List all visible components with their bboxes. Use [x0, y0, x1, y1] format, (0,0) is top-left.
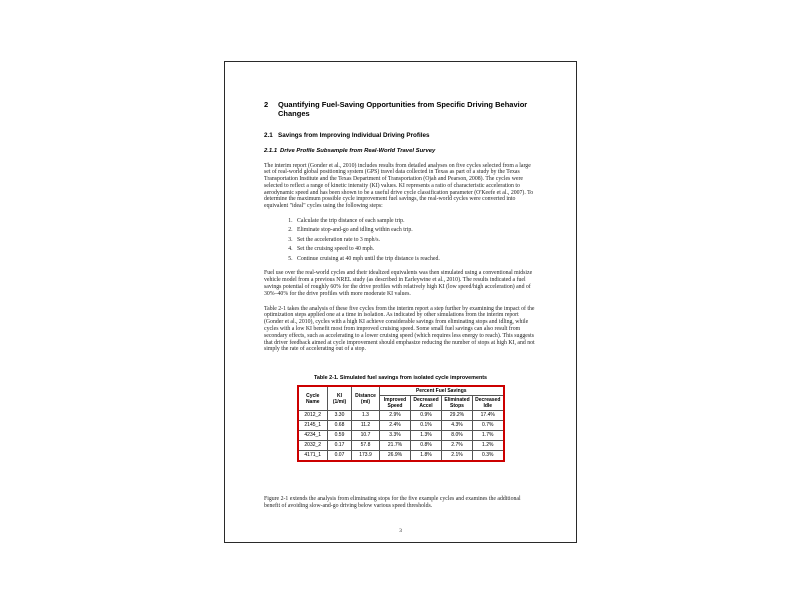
header-cycle-name: Cycle Name: [298, 386, 328, 411]
section-title: Quantifying Fuel-Saving Opportunities from Specific Driving Behavior Changes: [278, 100, 528, 118]
table-row: [298, 441, 504, 451]
paragraph-1: The interim report (Gonder et al., 2010) includes results from detailed analyses on five cycles selected from a large set of real-world global positioning system (GPS) travel data collected in Texas as part of a study by the Texas Transportation Institute and the Texas Department of Transportation (Ojah and Pearson, 2008). The cycles were selected to reflect a range of kinetic intensity (KI) values. KI represents a ratio of characteristic acceleration to aerodynamic speed and has been shown to be a useful drive cycle classification parameter (O'Keefe et al., 2007). To determine the maximum possible cycle improvement fuel savings, the real-world cycles were converted into equivalent "ideal" cycles using the following steps:: [264, 162, 534, 210]
table-cell: 4171_1: [298, 451, 328, 462]
table-cell: 0.9%: [411, 411, 442, 421]
table-cell: 0.7%: [473, 421, 504, 431]
table-cell: 10.7: [352, 431, 380, 441]
table-cell: 0.8%: [411, 441, 442, 451]
header-eliminated-stops: Eliminated Stops: [442, 396, 473, 411]
table-cell: 2032_2: [298, 441, 328, 451]
table-cell: 0.07: [328, 451, 352, 462]
table-cell: 2.4%: [380, 421, 411, 431]
table-cell: 4234_1: [298, 431, 328, 441]
table-cell: 1.2%: [473, 441, 504, 451]
subsection-heading: [264, 132, 537, 140]
ideal-cycle-steps-list: [294, 218, 537, 262]
header-ki: KI (1/mi): [328, 386, 352, 411]
table-cell: 1.7%: [473, 431, 504, 441]
table-cell: 26.9%: [380, 451, 411, 462]
table-cell: 0.3%: [473, 451, 504, 462]
step-item: 5. Continue cruising at 40 mph until the trip distance is reached.: [294, 256, 537, 263]
fuel-savings-table-header: [298, 386, 504, 411]
paragraph-2: Fuel use over the real-world cycles and their idealized equivalents was then simulated using a conventional midsize vehicle model from a previous NREL study (as described in Earleywine et al., 2010). The results indicated a fuel savings potential of roughly 60% for the drive profiles with relatively high KI (low speed/high acceleration) and of 30%–40% for the drive profiles with more moderate KI values.: [264, 270, 533, 297]
table-caption: Table 2-1. Simulated fuel savings from isolated cycle improvements: [313, 375, 488, 382]
table-cell: 1.3%: [411, 431, 442, 441]
fuel-savings-table: [297, 385, 505, 462]
table-row: [298, 431, 504, 441]
step-item: 1. Calculate the trip distance of each sample trip.: [294, 218, 537, 225]
header-improved-speed: Improved Speed: [380, 396, 411, 411]
step-item: 3. Set the acceleration rate to 3 mph/s.: [294, 237, 537, 244]
table-cell: 29.2%: [442, 411, 473, 421]
step-item: 2. Eliminate stop-and-go and idling within each trip.: [294, 227, 537, 234]
table-cell: 17.4%: [473, 411, 504, 421]
step-item: 4. Set the cruising speed to 40 mph.: [294, 246, 537, 253]
header-decreased-idle: Decreased Idle: [473, 396, 504, 411]
table-cell: 2.7%: [442, 441, 473, 451]
header-percent-fuel-savings: Percent Fuel Savings: [380, 386, 504, 396]
subsubsection-number: 2.1.1: [264, 147, 278, 154]
table-row: [298, 421, 504, 431]
table-cell: 173.9: [352, 451, 380, 462]
subsection-title: Savings from Improving Individual Driving Profiles: [278, 132, 430, 139]
table-cell: 0.68: [328, 421, 352, 431]
table-cell: 2.1%: [442, 451, 473, 462]
page-number: 3: [399, 528, 402, 534]
table-row: [298, 411, 504, 421]
table-cell: 1.3: [352, 411, 380, 421]
table-cell: 11.2: [352, 421, 380, 431]
header-decreased-accel: Decreased Accel: [411, 396, 442, 411]
subsection-number: 2.1: [264, 132, 273, 139]
header-distance: Distance (mi): [352, 386, 380, 411]
document-page: [224, 61, 577, 543]
paragraph-3: Table 2-1 takes the analysis of these five cycles from the interim report a step further by examining the impact of the optimization steps applied one at a time in isolation. As indicated by other simulations from the interim report (Gonder et al., 2010), cycles with a high KI achieve considerable savings from eliminating stops and idling, while cycles with a low KI benefit most from improved cruising speed. Some small fuel savings can also result from secondary effects, such as accelerating to a lower cruising speed (which requires less energy to reach). This suggests that driver feedback aimed at cycle improvement should emphasize reducing the number of stops at high KI, and not simply the rate of accelerating out of a stop.: [264, 305, 535, 353]
table-cell: 8.0%: [442, 431, 473, 441]
table-cell: 1.8%: [411, 451, 442, 462]
subsubsection-heading: [264, 148, 537, 155]
table-cell: 2012_2: [298, 411, 328, 421]
table-cell: 3.3%: [380, 431, 411, 441]
table-row: [298, 451, 504, 462]
table-cell: 3.30: [328, 411, 352, 421]
table-cell: 57.8: [352, 441, 380, 451]
table-cell: 2.9%: [380, 411, 411, 421]
fuel-savings-table-body: [298, 411, 504, 462]
table-cell: 4.3%: [442, 421, 473, 431]
table-cell: 0.59: [328, 431, 352, 441]
table-cell: 2145_1: [298, 421, 328, 431]
table-cell: 21.7%: [380, 441, 411, 451]
subsubsection-title: Drive Profile Subsample from Real-World Travel Survey: [280, 147, 436, 154]
table-cell: 0.1%: [411, 421, 442, 431]
paragraph-4: Figure 2-1 extends the analysis from eliminating stops for the five example cycles and examines the additional benefit of avoiding slow-and-go driving below various speed thresholds.: [264, 496, 521, 509]
section-heading: [264, 100, 537, 118]
table-header-row: [298, 386, 504, 396]
section-number: 2: [264, 100, 269, 109]
table-cell: 0.17: [328, 441, 352, 451]
